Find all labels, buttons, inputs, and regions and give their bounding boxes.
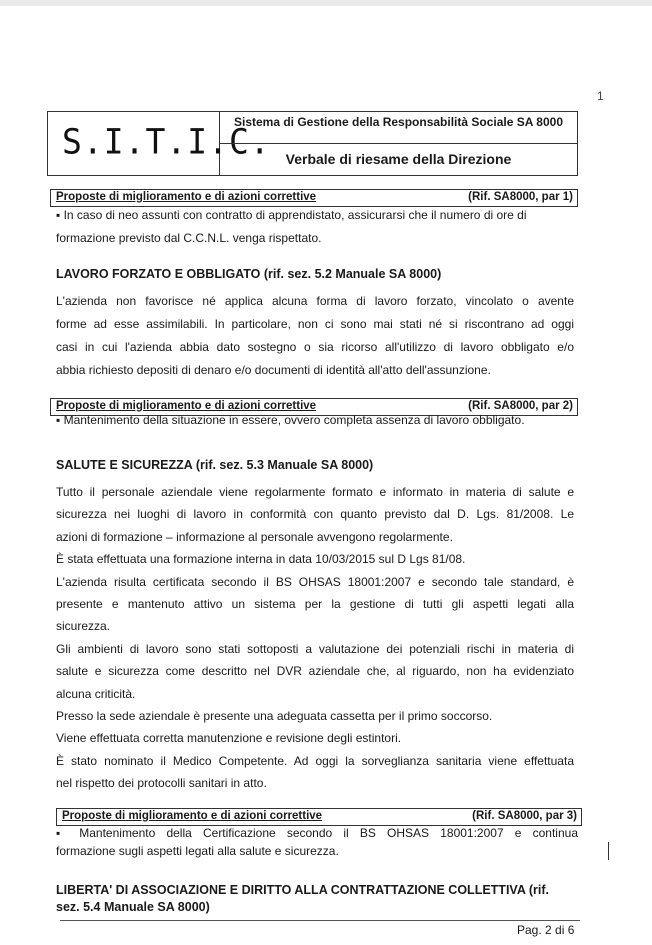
proposal-ref: (Rif. SA8000, par 3) xyxy=(472,810,577,822)
text-line: azioni di formazione – informazione al personale avvengono regolarmente. xyxy=(56,529,453,544)
text-line: L'azienda non favorisce né applica alcuna forma di lavoro forzato, vincolato o avente xyxy=(56,294,574,308)
text-line: sicurezza nei luoghi di lavoro in conformità con quanto previsto dal D. Lgs. 81/2008. Le xyxy=(56,507,574,522)
text-line: Viene effettuata corretta manutenzione e revisione degli estintori. xyxy=(56,731,402,746)
section-heading-salute-sicurezza: SALUTE E SICUREZZA (rif. sez. 5.3 Manuale SA 8000) xyxy=(56,458,374,472)
text-line: È stata effettuata una formazione interna in data 10/03/2015 sul D Lgs 81/08. xyxy=(56,552,466,567)
document-header xyxy=(47,111,578,176)
text-line: Tutto il personale aziendale viene regolarmente formato e informato in materia di salute e xyxy=(56,485,574,499)
heading-line: LIBERTA' DI ASSOCIAZIONE E DIRITTO ALLA CONTRATTAZIONE COLLETTIVA (rif. xyxy=(56,883,549,897)
text-line: presente e mantenuto attivo un sistema per la gestione di tutti gli aspetti legati alla xyxy=(56,597,574,612)
text-line: nel rispetto dei protocolli sanitari in atto. xyxy=(56,776,267,791)
text-line: ▪ In caso di neo assunti con contratto di apprendistato, assicurarsi che il numero di ore di xyxy=(56,208,527,222)
text-line: sicurezza. xyxy=(56,619,111,634)
text-line: forme ad esse assimilabili. In particolare, non ci sono mai stati né si riscontrano ad oggi xyxy=(56,317,574,331)
text-line: alcuna criticità. xyxy=(56,686,136,701)
text-line: È stato nominato il Medico Competente. Ad oggi la sorveglianza sanitaria viene effettuata xyxy=(56,753,574,768)
text-line: casi in cui l'azienda abbia dato sostegno o sia ricorso all'utilizzo di lavoro obbligato e/o xyxy=(56,340,574,354)
section-text-lavoro-forzato xyxy=(56,290,574,382)
margin-mark xyxy=(608,842,609,860)
text-line: salute e sicurezza come descritto nel DVR aziendale che, al riguardo, non ha evidenziato xyxy=(56,664,574,679)
text-line: formazione sugli aspetti legati alla salute e sicurezza. xyxy=(56,844,339,858)
proposal-text-1 xyxy=(56,204,574,250)
proposal-text-3 xyxy=(56,824,578,860)
page-mark: 1 xyxy=(597,89,604,103)
section-text-salute-sicurezza xyxy=(56,481,574,795)
heading-line: sez. 5.4 Manuale SA 8000) xyxy=(56,900,210,914)
logo-cell xyxy=(48,112,271,175)
proposal-label: Proposte di miglioramento e di azioni correttive xyxy=(56,191,317,203)
text-line: Presso la sede aziendale è presente una adeguata cassetta per il primo soccorso. xyxy=(56,709,493,724)
text-line: formazione previsto dal C.C.N.L. venga rispettato. xyxy=(56,231,322,245)
proposal-text-2 xyxy=(56,409,574,431)
proposal-ref: (Rif. SA8000, par 2) xyxy=(468,400,573,412)
text-line: ▪ Mantenimento della Certificazione secondo il BS OHSAS 18001:2007 e continua xyxy=(56,826,578,840)
section-heading-liberta-associazione xyxy=(56,882,549,916)
company-logo: S.I.T.I.C. xyxy=(62,121,271,162)
footer-divider xyxy=(60,920,580,921)
text-line: abbia richiesto depositi di denaro e/o documenti di identità all'atto dell'assunzione. xyxy=(56,363,491,377)
text-line: ▪ Mantenimento della situazione in essere, ovvero completa assenza di lavoro obbligato. xyxy=(56,413,525,427)
scan-top-strip xyxy=(0,0,652,6)
page-number: Pag. 2 di 6 xyxy=(517,923,575,937)
text-line: Gli ambienti di lavoro sono stati sottoposti a valutazione dei potenziali rischi in materia di xyxy=(56,641,574,656)
proposal-label: Proposte di miglioramento e di azioni correttive xyxy=(56,400,317,412)
section-heading-lavoro-forzato: LAVORO FORZATO E OBBLIGATO (rif. sez. 5.2 Manuale SA 8000) xyxy=(56,267,442,281)
proposal-label: Proposte di miglioramento e di azioni correttive xyxy=(62,810,323,822)
text-line: L'azienda risulta certificata secondo il BS OHSAS 18001:2007 e secondo tale standard, è xyxy=(56,574,574,589)
system-title: Sistema di Gestione della Responsabilità Sociale SA 8000 xyxy=(220,112,577,144)
proposal-ref: (Rif. SA8000, par 1) xyxy=(468,191,573,203)
document-title: Verbale di riesame della Direzione xyxy=(285,151,512,167)
